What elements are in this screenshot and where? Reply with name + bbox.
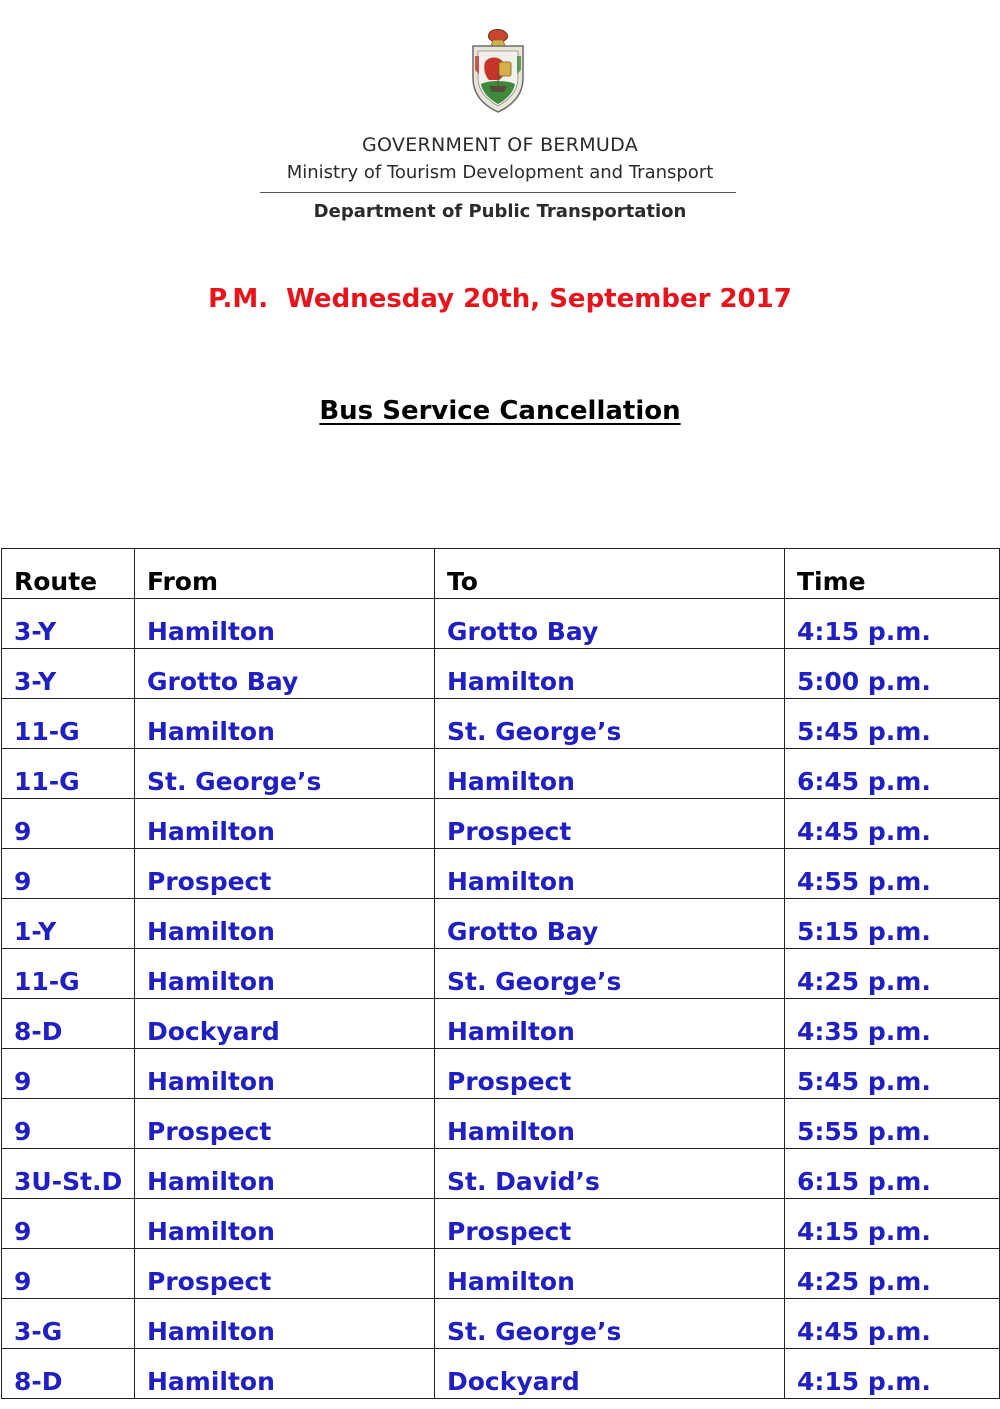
cell-to: Hamilton <box>435 849 785 899</box>
cell-route: 3-Y <box>2 649 135 699</box>
cell-route: 3U-St.D <box>2 1149 135 1199</box>
cell-to: Hamilton <box>435 649 785 699</box>
cell-time: 5:00 p.m. <box>785 649 1000 699</box>
table-row <box>2 749 1000 799</box>
table-body <box>2 599 1000 1399</box>
cell-route: 9 <box>2 849 135 899</box>
column-header-to: To <box>435 549 785 599</box>
cell-from: Prospect <box>135 1249 435 1299</box>
cell-to: St. George’s <box>435 1299 785 1349</box>
cell-from: Hamilton <box>135 949 435 999</box>
cell-route: 11-G <box>2 749 135 799</box>
table-header-row <box>2 549 1000 599</box>
table-row <box>2 599 1000 649</box>
cell-time: 4:15 p.m. <box>785 1349 1000 1399</box>
cell-from: Hamilton <box>135 599 435 649</box>
table-row <box>2 999 1000 1049</box>
table-row <box>2 1349 1000 1399</box>
cell-to: St. George’s <box>435 699 785 749</box>
cell-time: 4:45 p.m. <box>785 799 1000 849</box>
cell-to: Prospect <box>435 1199 785 1249</box>
cell-time: 6:15 p.m. <box>785 1149 1000 1199</box>
cell-route: 3-G <box>2 1299 135 1349</box>
header-divider <box>260 192 736 193</box>
department-name: Department of Public Transportation <box>313 201 687 222</box>
cell-time: 5:55 p.m. <box>785 1099 1000 1149</box>
cell-to: St. David’s <box>435 1149 785 1199</box>
cell-from: Dockyard <box>135 999 435 1049</box>
column-header-from: From <box>135 549 435 599</box>
cell-route: 11-G <box>2 699 135 749</box>
cell-route: 9 <box>2 1049 135 1099</box>
cell-from: Hamilton <box>135 1199 435 1249</box>
ministry-name: Ministry of Tourism Development and Transport <box>286 162 714 183</box>
cell-time: 4:45 p.m. <box>785 1299 1000 1349</box>
cell-from: Hamilton <box>135 1349 435 1399</box>
cell-from: Hamilton <box>135 799 435 849</box>
table-row <box>2 1299 1000 1349</box>
cell-from: Hamilton <box>135 1049 435 1099</box>
cell-route: 8-D <box>2 1349 135 1399</box>
cell-from: St. George’s <box>135 749 435 799</box>
cell-route: 9 <box>2 1199 135 1249</box>
table-row <box>2 1099 1000 1149</box>
table-row <box>2 799 1000 849</box>
cell-from: Prospect <box>135 849 435 899</box>
cell-to: Prospect <box>435 799 785 849</box>
cell-time: 5:45 p.m. <box>785 1049 1000 1099</box>
cell-time: 5:15 p.m. <box>785 899 1000 949</box>
cell-from: Hamilton <box>135 699 435 749</box>
table-row <box>2 699 1000 749</box>
cell-time: 4:25 p.m. <box>785 1249 1000 1299</box>
notice-title: Bus Service Cancellation <box>319 396 681 426</box>
cell-from: Hamilton <box>135 899 435 949</box>
cell-route: 3-Y <box>2 599 135 649</box>
table-row <box>2 899 1000 949</box>
table-row <box>2 1199 1000 1249</box>
cell-to: St. George’s <box>435 949 785 999</box>
cell-from: Hamilton <box>135 1149 435 1199</box>
notice-date-heading: P.M. Wednesday 20th, September 2017 <box>208 284 792 314</box>
government-name: GOVERNMENT OF BERMUDA <box>361 134 639 156</box>
cell-route: 9 <box>2 1099 135 1149</box>
table-row <box>2 649 1000 699</box>
table-row <box>2 1049 1000 1099</box>
cell-route: 1-Y <box>2 899 135 949</box>
cell-from: Prospect <box>135 1099 435 1149</box>
table-row <box>2 849 1000 899</box>
cell-route: 8-D <box>2 999 135 1049</box>
cell-to: Dockyard <box>435 1349 785 1399</box>
cell-to: Grotto Bay <box>435 899 785 949</box>
cell-time: 5:45 p.m. <box>785 699 1000 749</box>
table-row <box>2 1149 1000 1199</box>
cell-time: 4:55 p.m. <box>785 849 1000 899</box>
bermuda-coat-of-arms-icon <box>467 26 529 116</box>
cell-to: Grotto Bay <box>435 599 785 649</box>
cell-to: Hamilton <box>435 1249 785 1299</box>
cell-time: 4:15 p.m. <box>785 599 1000 649</box>
cell-from: Hamilton <box>135 1299 435 1349</box>
cell-time: 6:45 p.m. <box>785 749 1000 799</box>
cell-time: 4:15 p.m. <box>785 1199 1000 1249</box>
cell-to: Hamilton <box>435 749 785 799</box>
cell-time: 4:25 p.m. <box>785 949 1000 999</box>
cell-route: 11-G <box>2 949 135 999</box>
cancellation-table <box>1 548 1000 1399</box>
cell-route: 9 <box>2 1249 135 1299</box>
cell-from: Grotto Bay <box>135 649 435 699</box>
cell-time: 4:35 p.m. <box>785 999 1000 1049</box>
table-row <box>2 949 1000 999</box>
cell-to: Hamilton <box>435 1099 785 1149</box>
table-row <box>2 1249 1000 1299</box>
column-header-route: Route <box>2 549 135 599</box>
cell-route: 9 <box>2 799 135 849</box>
cell-to: Hamilton <box>435 999 785 1049</box>
cell-to: Prospect <box>435 1049 785 1099</box>
column-header-time: Time <box>785 549 1000 599</box>
